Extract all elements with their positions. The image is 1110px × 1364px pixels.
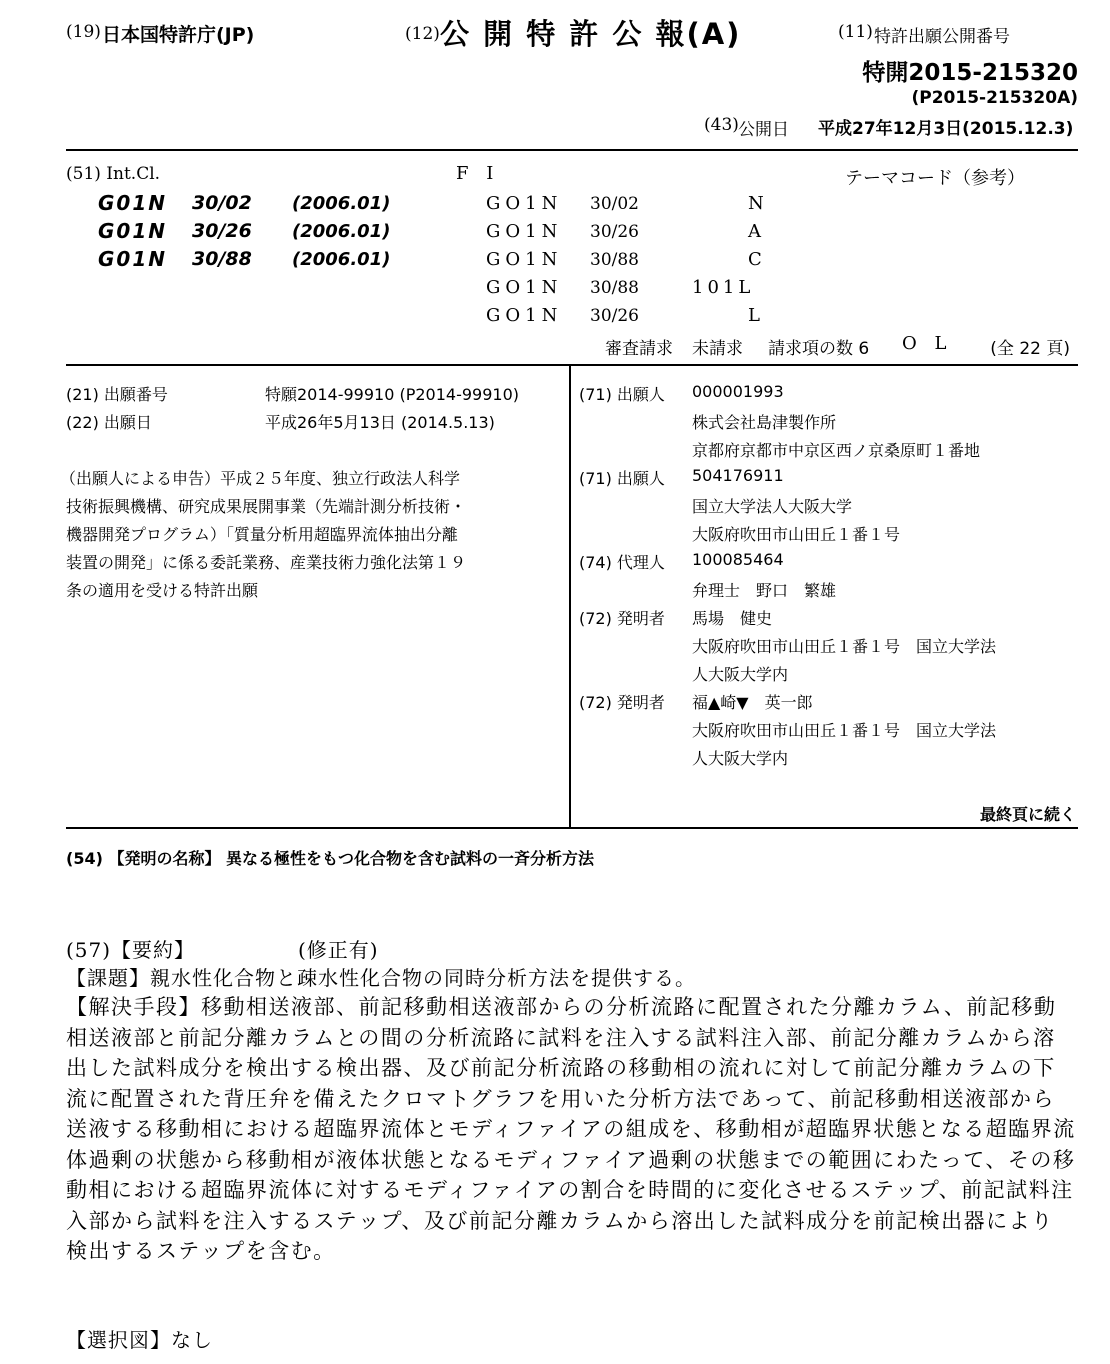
party-label: (72) 発明者	[579, 609, 665, 628]
declaration-line: 機器開発プログラム）「質量分析用超臨界流体抽出分離	[66, 525, 458, 544]
pubno-label-number: (11)	[838, 22, 873, 42]
party-line: 504176911	[692, 466, 784, 485]
exam-status: 未請求	[692, 339, 743, 359]
fi-suffix: N	[748, 193, 764, 214]
ipc-subgroup: 30/26	[192, 220, 252, 242]
ipc-version: (2006.01)	[292, 221, 391, 242]
fi-label: F I	[456, 163, 500, 184]
abstract-solution: 【解決手段】移動相送液部、前記移動相送液部からの分析流路に配置された分離カラム、前記移動相送液部と前記分離カラムとの間の分析流路に試料を注入する試料注入部、前記分離カラムから溶出した試料成分を検出する検出器、及び前記分析流路の移動相の流れに対して前記分離カラムの下流に配置された背圧弁を備えたクロマトグラフを用いた分析方法であって、前記移動相送液部から送液する移動相における超臨界流体とモディファイアの組成を、移動相が超臨界状態となる超臨界流体過剰の状態から移動相が液体状態となるモディファイア過剰の状態までの範囲にわたって、その移動相における超臨界流体に対するモディファイアの割合を時間的に変化させるステップ、前記試料注入部から試料を注入するステップ、及び前記分離カラムから溶出した試料成分を前記検出器により検出するステップを含む。	[66, 995, 1076, 1263]
divider-top	[66, 149, 1078, 151]
ol-label: O L	[902, 333, 953, 354]
party-line: 福▲崎▼ 英一郎	[692, 693, 813, 712]
abstract-amended: (修正有)	[298, 938, 379, 962]
intcl-label: (51) Int.Cl.	[66, 164, 161, 184]
pubno-label: 特許出願公開番号	[874, 27, 1010, 47]
party-label: (72) 発明者	[579, 693, 665, 712]
fi-subgroup: 30/88	[590, 278, 639, 298]
party-label: (71) 出願人	[579, 385, 665, 404]
abstract-figure: 【選択図】なし	[66, 1328, 213, 1352]
fi-suffix: L	[748, 305, 760, 326]
divider-biblio-top	[66, 364, 1078, 366]
party-line: 000001993	[692, 382, 784, 401]
office-number: (19)	[66, 22, 101, 42]
fi-subgroup: 30/26	[590, 306, 639, 326]
publication-number: 特開2015-215320	[862, 60, 1078, 86]
declaration-line: （出願人による申告）平成２５年度、独立行政法人科学	[60, 469, 461, 488]
page-count: (全 22 頁)	[990, 339, 1070, 359]
party-line: 100085464	[692, 550, 784, 569]
pubdate-number: (43)	[704, 115, 739, 135]
party-line: 大阪府吹田市山田丘１番１号	[692, 525, 901, 544]
party-line: 人大阪大学内	[692, 665, 789, 684]
declaration-line: 技術振興機構、研究成果展開事業（先端計測分析技術・	[66, 497, 467, 516]
declaration-line: 装置の開発」に係る委託業務、産業技術力強化法第１９	[66, 553, 467, 572]
continued-note: 最終頁に続く	[979, 805, 1076, 824]
fi-suffix: 101L	[692, 277, 755, 298]
publication-kind-number: (12)	[405, 24, 440, 44]
application-date: 平成26年5月13日 (2014.5.13)	[265, 413, 495, 432]
fi-code: GO1N	[486, 221, 563, 242]
application-date-label: (22) 出願日	[66, 413, 152, 432]
party-line: 京都府京都市中京区西ノ京桑原町１番地	[692, 441, 981, 460]
divider-vertical	[569, 366, 571, 828]
abstract-problem: 【課題】親水性化合物と疎水性化合物の同時分析方法を提供する。	[66, 966, 696, 990]
claims-count: 請求項の数 6	[768, 339, 870, 359]
ipc-subgroup: 30/02	[192, 192, 252, 214]
fi-code: GO1N	[486, 305, 563, 326]
fi-subgroup: 30/02	[590, 194, 639, 214]
theme-code-label: テーマコード（参考）	[845, 168, 1025, 189]
application-number-label: (21) 出願番号	[66, 385, 168, 404]
fi-subgroup: 30/26	[590, 222, 639, 242]
ipc-subgroup: 30/88	[192, 248, 252, 270]
party-line: 国立大学法人大阪大学	[692, 497, 853, 516]
party-line: 馬場 健史	[692, 609, 773, 628]
fi-code: GO1N	[486, 193, 563, 214]
pubdate-label: 公開日	[738, 120, 789, 140]
fi-subgroup: 30/88	[590, 250, 639, 270]
invention-title: (54) 【発明の名称】 異なる極性をもつ化合物を含む試料の一斉分析方法	[66, 849, 595, 868]
ipc-code: G01N	[98, 191, 167, 215]
abstract-heading: (57)【要約】	[66, 938, 196, 962]
ipc-version: (2006.01)	[292, 249, 391, 270]
party-label: (74) 代理人	[579, 553, 665, 572]
publication-kind: 公 開 特 許 公 報(A)	[440, 17, 742, 51]
fi-suffix: C	[748, 249, 762, 270]
party-line: 株式会社島津製作所	[692, 413, 837, 432]
exam-label: 審査請求	[605, 339, 673, 359]
divider-biblio-bottom	[66, 827, 1078, 829]
fi-code: GO1N	[486, 277, 563, 298]
ipc-code: G01N	[98, 247, 167, 271]
application-number: 特願2014-99910 (P2014-99910)	[265, 385, 520, 404]
publication-number-alt: (P2015-215320A)	[911, 88, 1078, 108]
party-label: (71) 出願人	[579, 469, 665, 488]
party-line: 人大阪大学内	[692, 749, 789, 768]
patent-office: 日本国特許庁(JP)	[102, 24, 255, 46]
fi-code: GO1N	[486, 249, 563, 270]
publication-date: 平成27年12月3日(2015.12.3)	[818, 119, 1074, 139]
ipc-code: G01N	[98, 219, 167, 243]
party-line: 大阪府吹田市山田丘１番１号 国立大学法	[692, 637, 997, 656]
party-line: 大阪府吹田市山田丘１番１号 国立大学法	[692, 721, 997, 740]
fi-suffix: A	[748, 221, 761, 242]
declaration-line: 条の適用を受ける特許出願	[66, 581, 259, 600]
ipc-version: (2006.01)	[292, 193, 391, 214]
party-line: 弁理士 野口 繁雄	[692, 581, 837, 600]
